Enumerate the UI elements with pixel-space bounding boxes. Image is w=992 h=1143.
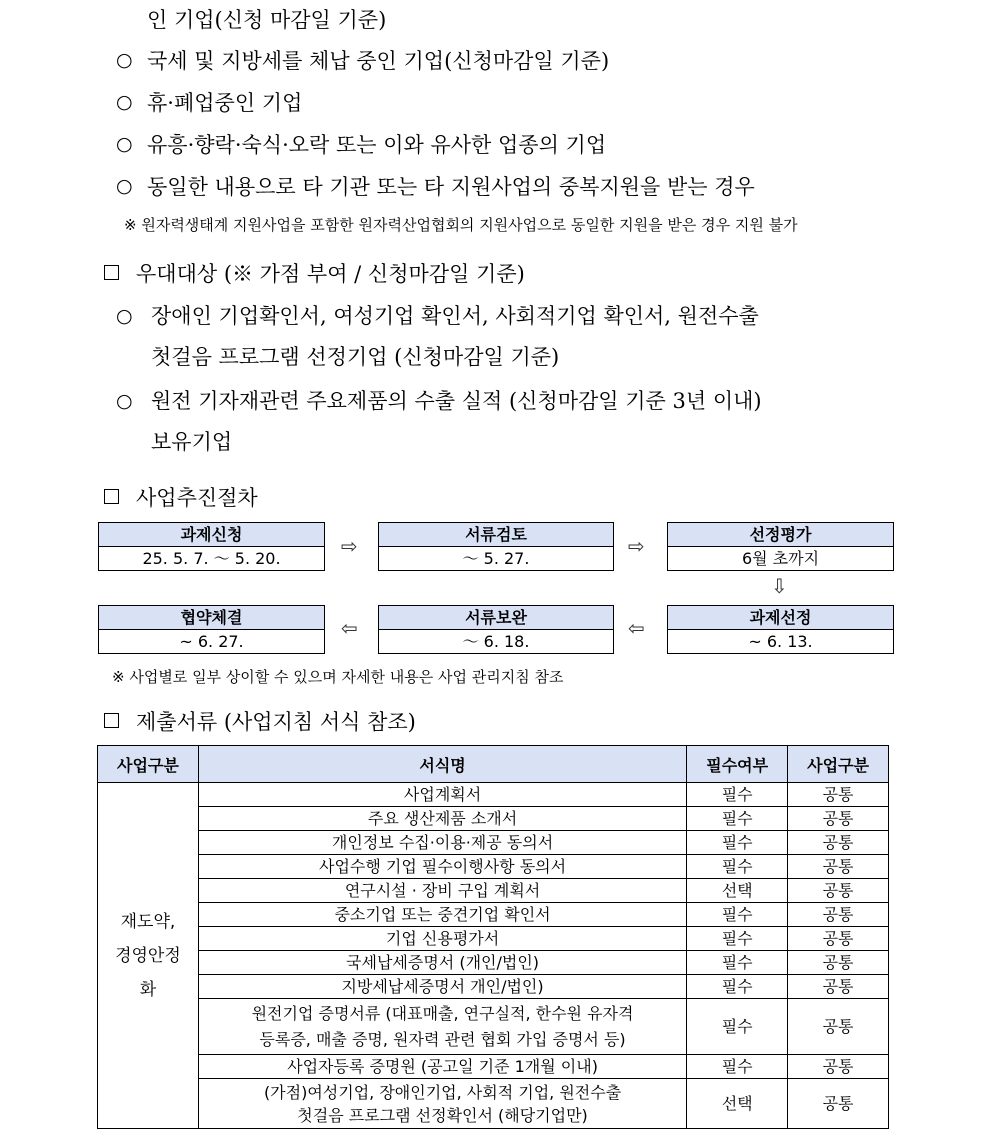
form-name-line: (가점)여성기업, 장애인기업, 사회적 기업, 원전수출 bbox=[263, 1082, 622, 1102]
form-name-line: 등록증, 매출 증명, 원자력 관련 협회 가입 증명서 등) bbox=[259, 1029, 626, 1049]
note-duplicate-support: ※ 원자력생태계 지원사업을 포함한 원자력산업협회의 지원사업으로 동일한 지원을 받은 경우 지원 불가 bbox=[124, 216, 798, 234]
step-date: ~ 6. 13. bbox=[748, 632, 813, 651]
category: 공통 bbox=[788, 951, 889, 975]
category: 공통 bbox=[788, 975, 889, 999]
category: 공통 bbox=[788, 879, 889, 903]
table-row bbox=[98, 855, 889, 879]
exclusion-item-industry: 유흥·향락·숙식·오락 또는 이와 유사한 업종의 기업 bbox=[147, 133, 607, 157]
step-date: ～ 5. 27. bbox=[462, 549, 530, 568]
step-title: 서류보완 bbox=[379, 606, 613, 630]
column-header: 사업구분 bbox=[98, 746, 199, 783]
form-name: 국세납세증명서 (개인/법인) bbox=[198, 951, 686, 975]
column-header: 서식명 bbox=[198, 746, 686, 783]
step-box-selection bbox=[667, 605, 894, 654]
step-date: ~ 6. 27. bbox=[179, 632, 244, 651]
arrow-left-icon: ⇦ bbox=[341, 616, 358, 640]
bullet-icon: ○ bbox=[116, 49, 133, 71]
required-status: 필수 bbox=[687, 1055, 788, 1079]
category: 공통 bbox=[788, 999, 889, 1055]
form-name: 사업계획서 bbox=[198, 783, 686, 807]
required-status: 필수 bbox=[687, 831, 788, 855]
table-header-row bbox=[98, 746, 889, 783]
form-name-line: 원전기업 증명서류 (대표매출, 연구실적, 한수원 유자격 bbox=[251, 1003, 634, 1023]
column-header: 필수여부 bbox=[687, 746, 788, 783]
checkbox-square-icon bbox=[104, 489, 119, 504]
group-label-line: 경영안정 bbox=[115, 945, 181, 966]
required-status: 선택 bbox=[687, 1079, 788, 1129]
form-name bbox=[198, 1079, 686, 1129]
step-date: 6월 초까지 bbox=[741, 549, 820, 568]
preference-item-1: 장애인 기업확인서, 여성기업 확인서, 사회적기업 확인서, 원전수출 bbox=[151, 304, 759, 328]
required-status: 필수 bbox=[687, 975, 788, 999]
step-box-agreement bbox=[98, 605, 325, 654]
step-box-application bbox=[98, 522, 325, 571]
table-row bbox=[98, 879, 889, 903]
table-row bbox=[98, 927, 889, 951]
table-row bbox=[98, 1079, 889, 1129]
category: 공통 bbox=[788, 1079, 889, 1129]
preference-heading: 우대대상 (※ 가점 부여 / 신청마감일 기준) bbox=[136, 262, 525, 286]
form-name bbox=[198, 999, 686, 1055]
documents-heading: 제출서류 (사업지침 서식 참조) bbox=[136, 710, 416, 734]
table-row bbox=[98, 999, 889, 1055]
column-header: 사업구분 bbox=[788, 746, 889, 783]
required-status: 필수 bbox=[687, 999, 788, 1055]
category: 공통 bbox=[788, 807, 889, 831]
table-row bbox=[98, 975, 889, 999]
table-row bbox=[98, 831, 889, 855]
required-status: 필수 bbox=[687, 951, 788, 975]
step-box-supplement bbox=[378, 605, 614, 654]
form-name: 기업 신용평가서 bbox=[198, 927, 686, 951]
bullet-icon: ○ bbox=[116, 175, 133, 197]
form-name: 연구시설 · 장비 구입 계획서 bbox=[198, 879, 686, 903]
continued-line: 인 기업(신청 마감일 기준) bbox=[147, 8, 387, 32]
step-title: 과제선정 bbox=[668, 606, 893, 630]
table-row bbox=[98, 903, 889, 927]
exclusion-item-closed: 휴·폐업중인 기업 bbox=[147, 91, 303, 115]
category: 공통 bbox=[788, 1055, 889, 1079]
step-box-document-review bbox=[378, 522, 614, 571]
preference-item-2: 원전 기자재관련 주요제품의 수출 실적 (신청마감일 기준 3년 이내) bbox=[151, 389, 762, 413]
required-status: 필수 bbox=[687, 807, 788, 831]
procedure-note: ※ 사업별로 일부 상이할 수 있으며 자세한 내용은 사업 관리지침 참조 bbox=[112, 668, 564, 686]
arrow-right-icon: ⇨ bbox=[628, 534, 645, 558]
preference-item-1-cont: 첫걸음 프로그램 선정기업 (신청마감일 기준) bbox=[151, 345, 560, 369]
bullet-icon: ○ bbox=[116, 133, 133, 155]
checkbox-square-icon bbox=[104, 265, 119, 280]
step-box-evaluation bbox=[667, 522, 894, 571]
category: 공통 bbox=[788, 903, 889, 927]
procedure-heading: 사업추진절차 bbox=[136, 486, 258, 510]
step-title: 선정평가 bbox=[668, 523, 893, 547]
step-title: 협약체결 bbox=[99, 606, 324, 630]
form-name: 사업수행 기업 필수이행사항 동의서 bbox=[198, 855, 686, 879]
required-status: 필수 bbox=[687, 903, 788, 927]
arrow-right-icon: ⇨ bbox=[341, 534, 358, 558]
form-name: 개인정보 수집·이용·제공 동의서 bbox=[198, 831, 686, 855]
required-status: 필수 bbox=[687, 783, 788, 807]
business-group-cell bbox=[98, 783, 199, 1129]
group-label-line: 화 bbox=[139, 979, 157, 1000]
step-date: 25. 5. 7. ～ 5. 20. bbox=[142, 549, 281, 568]
category: 공통 bbox=[788, 831, 889, 855]
required-status: 필수 bbox=[687, 927, 788, 951]
category: 공통 bbox=[788, 855, 889, 879]
category: 공통 bbox=[788, 927, 889, 951]
table-row bbox=[98, 951, 889, 975]
required-status: 필수 bbox=[687, 855, 788, 879]
documents-table bbox=[97, 745, 889, 1129]
exclusion-item-tax: 국세 및 지방세를 체납 중인 기업(신청마감일 기준) bbox=[147, 49, 610, 73]
preference-item-2-cont: 보유기업 bbox=[151, 430, 233, 454]
checkbox-square-icon bbox=[104, 713, 119, 728]
step-title: 과제신청 bbox=[99, 523, 324, 547]
form-name: 주요 생산제품 소개서 bbox=[198, 807, 686, 831]
exclusion-item-duplicate: 동일한 내용으로 타 기관 또는 타 지원사업의 중복지원을 받는 경우 bbox=[147, 175, 755, 199]
category: 공통 bbox=[788, 783, 889, 807]
form-name: 중소기업 또는 중견기업 확인서 bbox=[198, 903, 686, 927]
form-name-line: 첫걸음 프로그램 선정확인서 (해당기업만) bbox=[297, 1105, 588, 1125]
table-row bbox=[98, 1055, 889, 1079]
table-row bbox=[98, 807, 889, 831]
bullet-icon: ○ bbox=[116, 91, 133, 113]
form-name: 사업자등록 증명원 (공고일 기준 1개월 이내) bbox=[198, 1055, 686, 1079]
step-title: 서류검토 bbox=[379, 523, 613, 547]
group-label-line: 재도약, bbox=[120, 911, 176, 932]
bullet-icon: ○ bbox=[116, 305, 133, 327]
arrow-left-icon: ⇦ bbox=[628, 616, 645, 640]
table-row bbox=[98, 783, 889, 807]
required-status: 선택 bbox=[687, 879, 788, 903]
form-name: 지방세납세증명서 개인/법인) bbox=[198, 975, 686, 999]
step-date: ～ 6. 18. bbox=[462, 632, 530, 651]
arrow-down-icon: ⇩ bbox=[771, 574, 788, 598]
bullet-icon: ○ bbox=[116, 390, 133, 412]
